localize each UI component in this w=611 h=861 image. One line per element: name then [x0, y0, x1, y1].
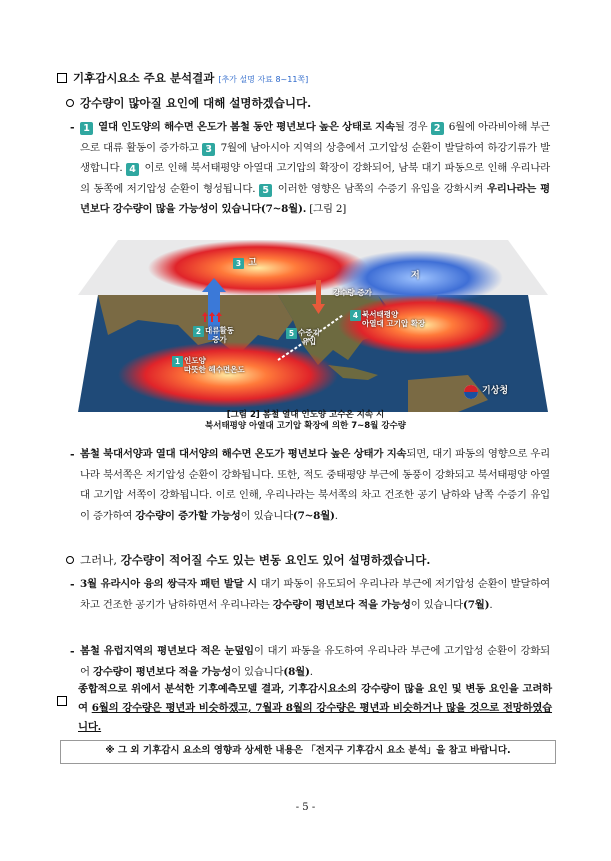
paragraph-europe-snow: 봄철 유럽지역의 평년보다 적은 눈덮임이 대기 파동을 유도하여 우리나라 부근에 고기압성 순환이 강화되어 강수량이 평년보다 적을 가능성이 있습니다(8월). — [80, 645, 550, 678]
reference-note-box: ※ 그 외 기후감시 요소의 영향과 상세한 내용은 「전지구 기후감시 요소 분석」을 참고 바랍니다. — [60, 740, 556, 764]
label-4-badge: 4 — [350, 310, 361, 321]
dash-bullet: - — [70, 121, 75, 134]
subheading-more-rain: 강수량이 많아질 요인에 대해 설명하겠습니다. — [66, 95, 311, 111]
subheading-less-rain: 그러나, 강수량이 적어질 수도 있는 변동 요인도 있어 설명하겠습니다. — [66, 552, 430, 568]
label-vapor: 수증기 유입 — [298, 328, 320, 346]
page-number: - 5 - — [295, 802, 316, 813]
section-title: 기후감시요소 주요 분석결과 [추가 설명 자료 8~11쪽] — [57, 70, 308, 86]
label-high: 고 — [248, 258, 257, 268]
step-2-icon: 2 — [431, 122, 444, 135]
dash-bullet: - — [70, 645, 75, 658]
label-convection: 대류활동 증가 — [205, 326, 234, 344]
map-illustration — [78, 240, 548, 412]
figure-map — [78, 240, 548, 412]
label-pacific-high: 북서태평양 아열대 고기압 확장 — [362, 310, 426, 328]
step-4-icon: 4 — [126, 163, 139, 176]
step-5-icon: 5 — [259, 184, 272, 197]
label-low: 저 — [411, 271, 420, 281]
label-3-badge: 3 — [233, 258, 244, 269]
dash-bullet: - — [70, 578, 75, 591]
reference-note: [추가 설명 자료 8~11쪽] — [218, 75, 309, 84]
circle-bullet-icon — [66, 99, 74, 107]
step-1-icon: 1 — [80, 122, 93, 135]
square-bullet-icon — [57, 73, 67, 83]
label-indian-ocean: 인도양 따뜻한 해수면온도 — [184, 356, 245, 374]
label-rain-increase: 강수량 증가 — [333, 288, 372, 297]
label-kma: 기상청 — [482, 386, 509, 396]
indian-ocean-warm — [118, 342, 338, 408]
step-3-icon: 3 — [202, 143, 215, 156]
summary-bullet — [57, 690, 73, 709]
label-1-badge: 1 — [172, 356, 183, 367]
paragraph-indian-ocean: 1 열대 인도양의 해수면 온도가 봄철 동안 평년보다 높은 상태로 지속될 경우 2 6월에 아라비아해 부근으로 대류 활동이 증가하고 3 7월에 남아시아 지역의 상층에서 고기압성 순환이 발달하여 하강기류가 발생합니다. 4 이로 인해 북서태평양 아열대 고기압의 확장이 강화되어, 남북 대기 파동으로 인해 우리나라의 동쪽에 저기압성 순환이 형성됩니다. 5 이러한 영향은 남쪽의 수증기 유입을 강화시켜 우리나라는 평년보다 강수량이 많을 가능성이 있습니다(7~8월). [그림 2] — [80, 121, 550, 215]
dash-bullet: - — [70, 448, 75, 461]
paragraph-atlantic: 봄철 북대서양과 열대 대서양의 해수면 온도가 평년보다 높은 상태가 지속되면, 대기 파동의 영향으로 우리나라 북서쪽은 저기압성 순환이 강화됩니다. 또한, 적도 중태평양 부근에 동풍이 강화되고 북서태평양 아열대 고기압 서쪽이 강화됩니다. 이로 인해, 우리나라는 북서쪽의 차고 건조한 공기 남하와 남쪽 수증기 유입이 증가하여 강수량이 증가할 가능성이 있습니다(7~8월). — [80, 448, 550, 522]
circle-bullet-icon — [66, 556, 74, 564]
label-5-badge: 5 — [286, 328, 297, 339]
square-bullet-icon — [57, 696, 67, 706]
summary-paragraph: 종합적으로 위에서 분석한 기후예측모델 결과, 기후감시요소의 강수량이 많을 요인 및 변동 요인을 고려하여 6월의 강수량은 평년과 비슷하겠고, 7월과 8월의 강수량은 평년과 비슷하거나 많을 것으로 전망하였습니다. — [78, 683, 553, 733]
paragraph-eurasia: 3월 유라시아 융의 쌍극자 패턴 발달 시 대기 파동이 유도되어 우리나라 부근에 저기압성 순환이 발달하여 차고 건조한 공기가 남하하면서 우리나라는 강수량이 평년보다 적을 가능성이 있습니다(7월). — [80, 578, 551, 611]
label-2-badge: 2 — [193, 326, 204, 337]
figure-caption: [그림 2] 봄철 열대 인도양 고수온 지속 시 북서태평양 아열대 고기압 확장에 의한 7~8월 강수량 — [205, 410, 406, 431]
